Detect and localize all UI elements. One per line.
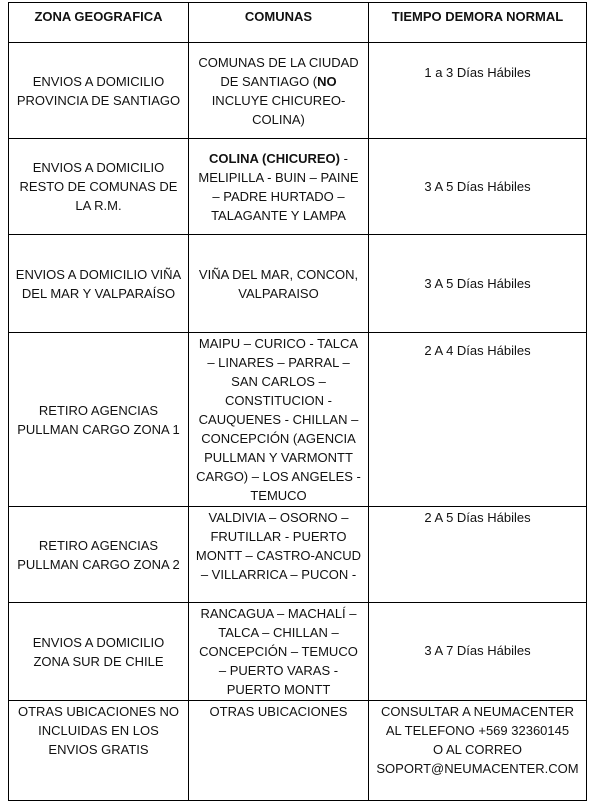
table-row	[9, 333, 587, 507]
tiempo-cell	[369, 701, 587, 801]
table-row	[9, 507, 587, 603]
zona-cell: RETIRO AGENCIAS PULLMAN CARGO ZONA 1	[9, 333, 189, 507]
header-comunas: COMUNAS	[189, 3, 369, 43]
comunas-cell: VALDIVIA – OSORNO – FRUTILLAR - PUERTO MONTT – CASTRO-ANCUD – VILLARRICA – PUCON -	[189, 507, 369, 603]
tiempo-cell: 3 A 5 Días Hábiles	[369, 235, 587, 333]
comunas-text: INCLUYE CHICUREO-COLINA)	[211, 92, 346, 127]
table-row	[9, 43, 587, 139]
tiempo-cell: 3 A 5 Días Hábiles	[369, 139, 587, 235]
shipping-times-table	[8, 2, 587, 801]
tiempo-cell: 1 a 3 Días Hábiles	[369, 43, 587, 139]
table-row	[9, 701, 587, 801]
zona-cell: ENVIOS A DOMICILIO RESTO DE COMUNAS DE LA R.M.	[9, 139, 189, 235]
zona-cell: ENVIOS A DOMICILIO ZONA SUR DE CHILE	[9, 603, 189, 701]
table-row	[9, 235, 587, 333]
comunas-text: COMUNAS DE LA CIUDAD DE SANTIAGO (	[198, 54, 359, 89]
table-row	[9, 139, 587, 235]
zona-cell: OTRAS UBICACIONES NO INCLUIDAS EN LOS ENVIOS GRATIS	[9, 701, 189, 801]
comunas-cell: RANCAGUA – MACHALÍ – TALCA – CHILLAN – CONCEPCIÓN – TEMUCO – PUERTO VARAS - PUERTO MONTT	[189, 603, 369, 701]
tiempo-cell: 2 A 4 Días Hábiles	[369, 333, 587, 507]
comunas-bold-text: COLINA (CHICUREO)	[209, 150, 340, 166]
tiempo-cell: 3 A 7 Días Hábiles	[369, 603, 587, 701]
contact-text: O AL CORREO	[432, 742, 523, 757]
comunas-cell: MAIPU – CURICO - TALCA – LINARES – PARRAL – SAN CARLOS – CONSTITUCION - CAUQUENES - CHILLAN – CONCEPCIÓN (AGENCIA PULLMAN Y VARMONTT CARGO) – LOS ANGELES - TEMUCO	[189, 333, 369, 507]
contact-text: CONSULTAR A NEUMACENTER AL TELEFONO +569 32360145	[380, 704, 575, 738]
header-tiempo: TIEMPO DEMORA NORMAL	[369, 3, 587, 43]
contact-email: SOPORT@NEUMACENTER.COM	[376, 761, 579, 776]
zona-cell: RETIRO AGENCIAS PULLMAN CARGO ZONA 2	[9, 507, 189, 603]
comunas-cell	[189, 139, 369, 235]
zona-cell: ENVIOS A DOMICILIO VIÑA DEL MAR Y VALPARAÍSO	[9, 235, 189, 333]
comunas-cell: OTRAS UBICACIONES	[189, 701, 369, 801]
header-row	[9, 3, 587, 43]
comunas-cell	[189, 43, 369, 139]
zona-cell: ENVIOS A DOMICILIO PROVINCIA DE SANTIAGO	[9, 43, 189, 139]
comunas-bold-text: NO	[317, 73, 337, 89]
tiempo-cell: 2 A 5 Días Hábiles	[369, 507, 587, 603]
comunas-cell: VIÑA DEL MAR, CONCON, VALPARAISO	[189, 235, 369, 333]
table-row	[9, 603, 587, 701]
comunas-text: - MELIPILLA - BUIN – PAINE – PADRE HURTADO – TALAGANTE Y LAMPA	[198, 150, 359, 223]
header-zona: ZONA GEOGRAFICA	[9, 3, 189, 43]
